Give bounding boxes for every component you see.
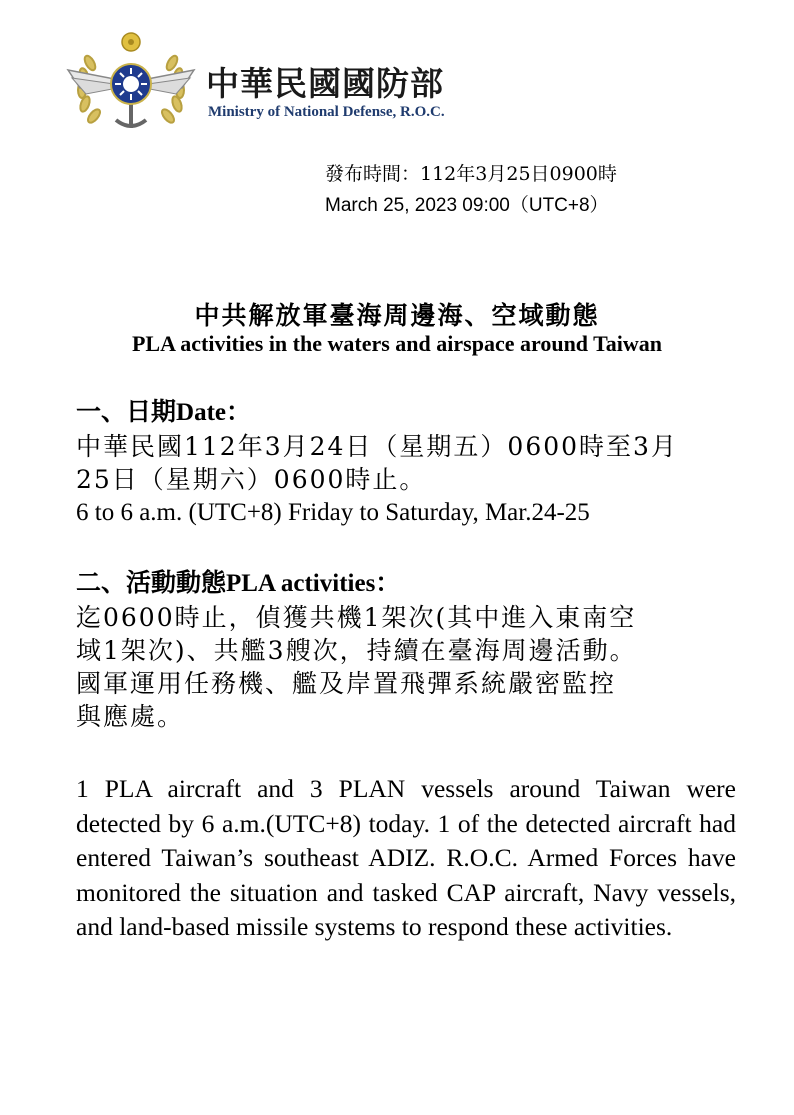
section-date-line-cn: 中華民國112年3月24日（星期五）0600時至3月	[76, 432, 678, 461]
document-title-en: PLA activities in the waters and airspace around Taiwan	[131, 331, 663, 356]
ministry-name-en: Ministry of National Defense, R.O.C.	[208, 104, 445, 120]
release-time-en: March 25, 2023 09:00（UTC+8）	[325, 195, 609, 216]
section-activities-heading	[76, 566, 736, 601]
section-date-heading-cn: 一、日期	[76, 397, 177, 426]
ministry-name-cn: 中華民國國防部	[206, 64, 444, 103]
section-activities-line-cn: 域1架次)、共艦3艘次，持續在臺海周邊活動。	[76, 636, 637, 665]
activities-paragraph-en: 1 PLA aircraft and 3 PLAN vessels around Taiwan were detected by 6 a.m.(UTC+8) today. 1 of the detected aircraft had entered Taiwan’s southeast ADIZ. R.O.C. Armed Forces have monitored the situation and tasked CAP aircraft, Navy vessels, and land-based missile systems to respond these activities.	[76, 774, 736, 941]
section-date	[76, 395, 736, 529]
section-date-heading	[76, 395, 736, 430]
section-date-heading-en: Date	[176, 399, 226, 426]
heading-colon: ：	[226, 397, 252, 426]
heading-colon: ：	[375, 568, 401, 597]
document-title-cn: 中共解放軍臺海周邊海、空域動態	[194, 301, 600, 330]
section-activities-line-cn: 國軍運用任務機、艦及岸置飛彈系統嚴密監控	[76, 669, 617, 698]
section-activities	[76, 566, 736, 733]
ministry-emblem-icon	[60, 28, 202, 140]
section-activities-heading-en: PLA activities	[226, 570, 376, 597]
letterhead	[60, 28, 520, 140]
section-activities-line-cn: 與應處。	[76, 702, 185, 731]
section-date-line-en: 6 to 6 a.m. (UTC+8) Friday to Saturday, Mar.24-25	[76, 499, 590, 526]
section-activities-heading-cn: 二、活動動態	[76, 568, 227, 597]
section-activities-line-cn: 迄0600時止，偵獲共機1架次(其中進入東南空	[76, 603, 637, 632]
release-time-cn: 發布時間：112年3月25日0900時	[325, 163, 617, 185]
release-time	[325, 158, 765, 222]
section-date-line-cn: 25日（星期六）0600時止。	[76, 465, 427, 494]
